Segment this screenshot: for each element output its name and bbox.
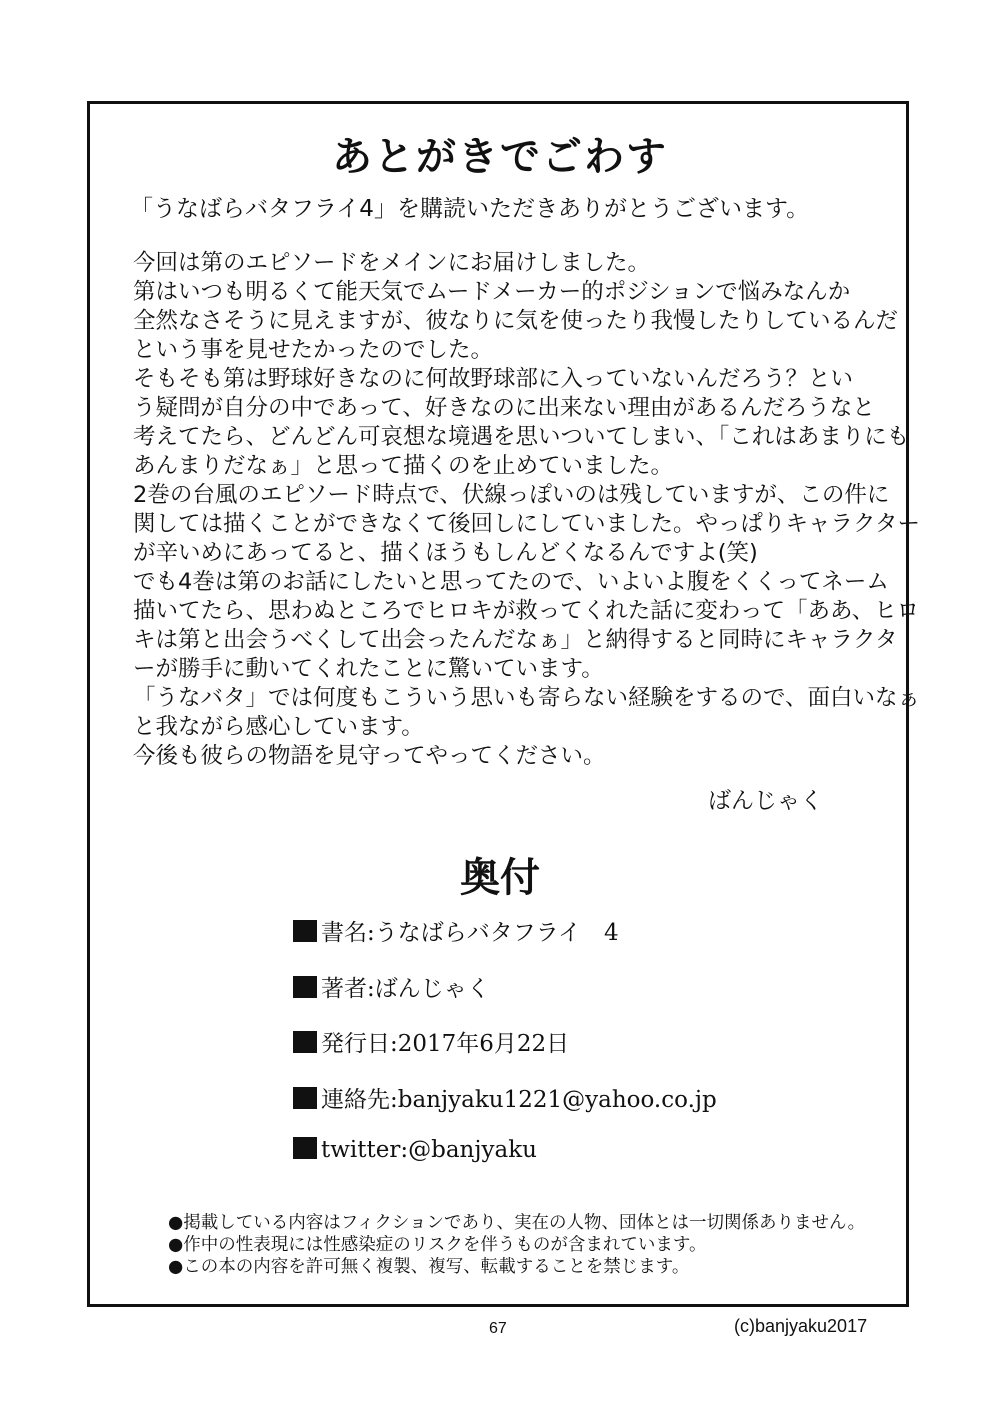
afterword-line: が辛いめにあってると、描くほうもしんどくなるんですよ(笑) (133, 540, 758, 566)
afterword-line: 2巻の台風のエピソード時点で、伏線っぽいのは残していますが、この件に (133, 482, 890, 508)
colophon-author-text: 著者:ばんじゃく (321, 976, 490, 1002)
colophon-twitter-text: twitter:@banjyaku (321, 1137, 537, 1163)
disclaimer-notes (168, 1212, 865, 1278)
disclaimer-note: ●掲載している内容はフィクションであり、実在の人物、団体とは一切関係ありません。 (168, 1213, 866, 1233)
afterword-line: キは第と出会うべくして出会ったんだなぁ」と納得すると同時にキャラクタ (133, 627, 898, 653)
square-bullet-icon (293, 1137, 317, 1159)
afterword-greeting: 「うなばらバタフライ4」を購読いただきありがとうございます。 (130, 196, 810, 222)
afterword-line: 今回は第のエピソードをメインにお届けしました。 (133, 250, 651, 276)
colophon-contact (293, 1081, 717, 1114)
colophon-book-title (293, 914, 619, 947)
afterword-line: そもそも第は野球好きなのに何故野球部に入っていないんだろう？とい (133, 366, 854, 392)
afterword-line: 考えてたら、どんどん可哀想な境遇を思いついてしまい、「これはあまりにも (133, 424, 910, 450)
afterword-line: でも4巻は第のお話にしたいと思ってたので、いよいよ腹をくくってネーム (133, 569, 889, 595)
square-bullet-icon (293, 1087, 317, 1109)
afterword-line: という事を見せたかったのでした。 (133, 337, 494, 363)
afterword-line: ーが勝手に動いてくれたことに驚いています。 (133, 656, 604, 682)
colophon-twitter (293, 1137, 537, 1163)
disclaimer-note: ●この本の内容を許可無く複製、複写、転載することを禁じます。 (168, 1257, 690, 1277)
square-bullet-icon (293, 920, 317, 942)
square-bullet-icon (293, 976, 317, 998)
afterword-line: 描いてたら、思わぬところでヒロキが救ってくれた話に変わって「ああ、ヒロ (133, 598, 920, 624)
afterword-line: と我ながら感心しています。 (133, 714, 424, 740)
afterword-line: 「うなバタ」では何度もこういう思いも寄らない経験をするので、面白いなぁ (133, 685, 921, 711)
afterword-line: 今後も彼らの物語を見守ってやってください。 (133, 743, 606, 769)
colophon-date (293, 1025, 569, 1058)
copyright-notice: (c)banjyaku2017 (734, 1316, 868, 1336)
page-number: 67 (489, 1320, 507, 1337)
colophon-date-text: 発行日:2017年6月22日 (321, 1031, 570, 1057)
afterword-line: 第はいつも明るくて能天気でムードメーカー的ポジションで悩みなんか (133, 279, 851, 305)
afterword-body (133, 249, 921, 771)
square-bullet-icon (293, 1031, 317, 1053)
afterword-title: あとがきでごわす (332, 134, 668, 180)
afterword-line: あんまりだなぁ」と思って描くのを止めていました。 (133, 453, 674, 479)
afterword-author: ばんじゃく (708, 788, 823, 814)
colophon-contact-text: 連絡先:banjyaku1221@yahoo.co.jp (321, 1087, 717, 1113)
afterword-line: う疑問が自分の中であって、好きなのに出来ない理由があるんだろうなと (133, 395, 875, 421)
colophon-book-title-text: 書名:うなばらバタフライ 4 (321, 920, 619, 946)
afterword-line: 全然なさそうに見えますが、彼なりに気を使ったり我慢したりしているんだ (133, 308, 899, 334)
afterword-line: 関しては描くことができなくて後回しにしていました。やっぱりキャラクター (133, 511, 921, 537)
colophon-title: 奥付 (460, 855, 540, 901)
disclaimer-note: ●作中の性表現には性感染症のリスクを伴うものが含まれています。 (168, 1235, 707, 1255)
colophon-author (293, 970, 490, 1003)
